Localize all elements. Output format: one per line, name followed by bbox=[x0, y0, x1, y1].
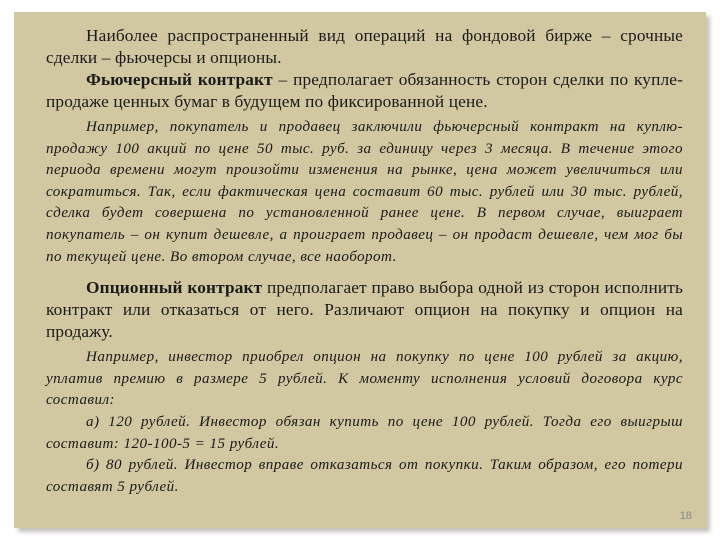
intro-text: Наиболее распространенный вид операций на фондовой бирже – срочные сделки – фьючерсы и опционы. bbox=[46, 26, 683, 67]
option-paragraph bbox=[46, 277, 683, 343]
option-example-intro: Например, инвестор приобрел опцион на покупку по цене 100 рублей за акцию, уплатив премию в размере 5 рублей. К моменту исполнения условий договора курс составил: bbox=[46, 349, 683, 409]
option-definition: предполагает право выбора одной из сторон исполнить контракт или отказаться от него. Различают опцион на покупку и опцион на продажу. bbox=[46, 278, 683, 342]
futures-definition: – предполагает обязанность сторон сделки по купле-продаже ценных бумаг в будущем по фиксированной цене. bbox=[46, 70, 683, 111]
futures-term: Фьючерсный контракт bbox=[86, 70, 273, 89]
option-term: Опционный контракт bbox=[86, 278, 263, 298]
intro-paragraph bbox=[46, 25, 683, 69]
slide bbox=[14, 12, 706, 528]
futures-example-text: Например, покупатель и продавец заключили фьючерсный контракт на куплю-продажу 100 акций по цене 50 тыс. руб. за единицу через 3 месяца. В течение этого периода времени могут произойти изменения на рынке, цена может увеличиться или сократиться. Так, если фактическая цена составит 60 тыс. рублей или 30 тыс. рублей, сделка будет совершена по установленной ранее цене. В первом случае, выиграет покупатель – он купит дешевле, а проиграет продавец – он продаст дешевле, чем мог бы по текущей цене. Во втором случае, все наоборот. bbox=[46, 119, 683, 265]
slide-content bbox=[46, 25, 683, 498]
futures-example bbox=[46, 117, 683, 268]
option-example-case-a: а) 120 рублей. Инвестор обязан купить по цене 100 рублей. Тогда его выигрыш составит: 120-100-5 = 15 рублей. bbox=[46, 413, 683, 452]
option-example-case-b: б) 80 рублей. Инвестор вправе отказаться от покупки. Таким образом, его потери составят 5 рублей. bbox=[46, 457, 683, 495]
option-example bbox=[46, 347, 683, 498]
futures-paragraph bbox=[46, 69, 683, 113]
page-number: 18 bbox=[679, 510, 692, 522]
